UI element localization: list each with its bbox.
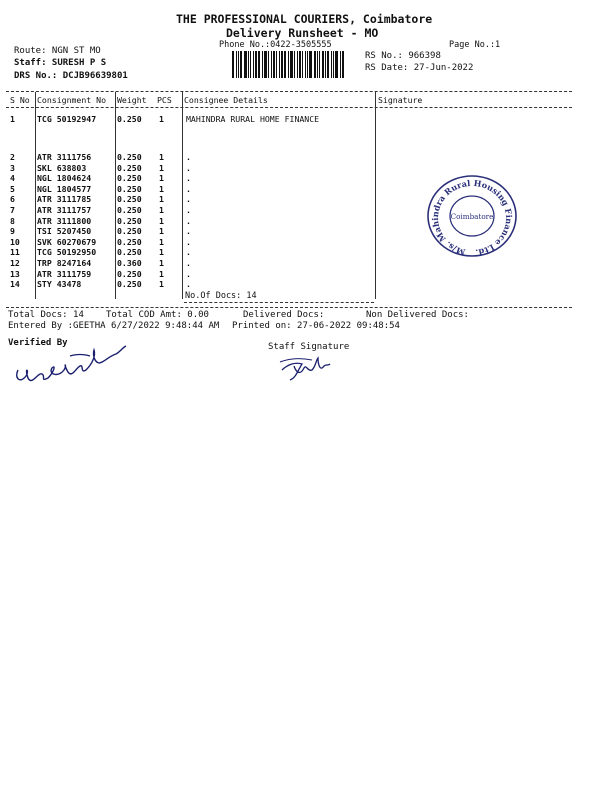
table-row [0, 163, 600, 174]
cell-weight: 0.250 [117, 183, 142, 194]
cell-weight: 0.250 [117, 173, 142, 184]
cell-weight: 0.250 [117, 152, 142, 162]
cell-weight: 0.250 [117, 226, 142, 237]
barcode-bar [331, 51, 332, 78]
staff-signature-label: Staff Signature [268, 342, 350, 352]
cell-consignee: . [186, 194, 191, 205]
cell-consignee: . [186, 226, 191, 237]
header-signature: Signature [378, 95, 423, 105]
page-number: Page No.:1 [449, 40, 501, 50]
cell-sno: 14 [10, 279, 20, 290]
cell-weight: 0.250 [117, 247, 142, 258]
cell-consignee: . [186, 205, 191, 215]
total-cod: Total COD Amt: 0.00 [106, 310, 209, 320]
table-row [0, 114, 600, 125]
barcode-bar [244, 51, 247, 78]
cell-sno: 12 [10, 258, 20, 268]
barcode-bar [232, 51, 234, 78]
barcode-bar [250, 51, 251, 78]
table-row [0, 152, 600, 163]
barcode-bar [248, 51, 249, 78]
cell-weight: 0.250 [117, 215, 142, 226]
barcode-bar [264, 51, 267, 78]
cell-consignment: ATR 3111785 [37, 194, 92, 205]
header-consignee: Consignee Details [184, 95, 268, 105]
rs-date: RS Date: 27-Jun-2022 [365, 63, 474, 73]
barcode-bar [302, 51, 303, 78]
header-bottom-rule [6, 107, 572, 108]
barcode-bar [268, 51, 269, 78]
cell-sno: 4 [10, 173, 15, 184]
cell-weight: 0.250 [117, 162, 142, 173]
docs-rule [184, 302, 374, 303]
cell-sno: 13 [10, 268, 20, 279]
cell-pcs: 1 [159, 279, 164, 290]
cell-consignee: . [186, 183, 191, 194]
rs-number: RS No.: 966398 [365, 51, 441, 61]
cell-weight: 0.250 [117, 205, 142, 215]
table-row [0, 269, 600, 280]
barcode-bar [258, 51, 260, 78]
cell-consignment: TSI 5207450 [37, 226, 92, 237]
barcode-bar [342, 51, 344, 78]
cell-consignment: TCG 50192950 [37, 247, 97, 258]
barcode-bar [271, 51, 272, 78]
table-bottom-rule [6, 307, 572, 308]
barcode-bar [288, 51, 289, 78]
barcode-bar [281, 51, 283, 78]
cell-consignment: ATR 3111757 [37, 205, 92, 215]
cell-pcs: 1 [159, 258, 164, 268]
route-label: Route: NGN ST MO [14, 46, 101, 56]
cell-sno: 10 [10, 236, 20, 247]
table-header [0, 95, 600, 106]
barcode-bar [307, 51, 308, 78]
cell-pcs: 1 [159, 247, 164, 258]
barcode-bar [294, 51, 295, 78]
cell-consignee: . [186, 215, 191, 226]
verified-by-label: Verified By [8, 338, 68, 348]
cell-sno: 3 [10, 162, 15, 173]
barcode-bar [340, 51, 341, 78]
barcode-bar [319, 51, 320, 78]
barcode-bar [276, 51, 277, 78]
cell-consignee: . [186, 247, 191, 258]
company-name: THE PROFESSIONAL COURIERS, Coimbatore [176, 12, 433, 26]
verifier-signature [10, 342, 132, 388]
cell-weight: 0.250 [117, 236, 142, 247]
cell-pcs: 1 [159, 205, 164, 215]
header-consignment: Consignment No [37, 95, 107, 105]
cell-sno: 8 [10, 215, 15, 226]
cell-sno: 9 [10, 226, 15, 237]
barcode-bar [236, 51, 237, 78]
cell-consignee: . [186, 152, 191, 162]
barcode-bar [314, 51, 316, 78]
staff-signature [278, 352, 334, 384]
cell-pcs: 1 [159, 215, 164, 226]
cell-pcs: 1 [159, 268, 164, 279]
cell-pcs: 1 [159, 226, 164, 237]
cell-pcs: 1 [159, 152, 164, 162]
cell-consignment: NGL 1804624 [37, 173, 92, 184]
cell-consignment: STY 43478 [37, 279, 82, 290]
cell-sno: 2 [10, 152, 15, 162]
barcode-bar [297, 51, 298, 78]
cell-sno: 1 [10, 114, 15, 124]
barcode-bar [279, 51, 280, 78]
drs-number: DRS No.: DCJB96639801 [14, 71, 128, 81]
cell-consignment: SVK 60270679 [37, 236, 97, 247]
cell-pcs: 1 [159, 194, 164, 205]
cell-consignment: SKL 638803 [37, 162, 87, 173]
cell-sno: 5 [10, 183, 15, 194]
no-of-docs: No.Of Docs: 14 [185, 291, 257, 301]
entered-by: Entered By :GEETHA 6/27/2022 9:48:44 AM [8, 321, 220, 331]
document-title: Delivery Runsheet - MO [226, 26, 379, 40]
cell-weight: 0.360 [117, 258, 142, 268]
cell-pcs: 1 [159, 173, 164, 184]
cell-consignment: ATR 3111800 [37, 215, 92, 226]
cell-sno: 11 [10, 247, 20, 258]
barcode-bar [327, 51, 329, 78]
barcode [232, 51, 346, 78]
cell-consignee: . [186, 173, 191, 184]
cell-sno: 7 [10, 205, 15, 215]
table-row [0, 258, 600, 269]
delivered-docs: Delivered Docs: [243, 310, 325, 320]
barcode-bar [262, 51, 263, 78]
barcode-bar [322, 51, 324, 78]
table-top-rule [6, 91, 572, 92]
phone-number: Phone No.:0422-3505555 [219, 40, 332, 50]
cell-weight: 0.250 [117, 279, 142, 290]
cell-consignment: ATR 3111759 [37, 268, 92, 279]
cell-pcs: 1 [159, 236, 164, 247]
total-docs: Total Docs: 14 [8, 310, 84, 320]
svg-text:Coimbatore: Coimbatore [450, 212, 494, 221]
cell-consignee: MAHINDRA RURAL HOME FINANCE [186, 114, 320, 124]
cell-consignee: . [186, 258, 191, 268]
staff-label: Staff: SURESH P S [14, 58, 107, 68]
company-stamp [426, 174, 518, 258]
barcode-bar [317, 51, 318, 78]
barcode-bar [255, 51, 257, 78]
non-delivered-docs: Non Delivered Docs: [366, 310, 469, 320]
printed-on: Printed on: 27-06-2022 09:48:54 [232, 321, 400, 331]
cell-consignee: . [186, 236, 191, 247]
cell-consignee: . [186, 279, 191, 290]
barcode-bar [299, 51, 301, 78]
cell-pcs: 1 [159, 183, 164, 194]
cell-consignment: TCG 50192947 [37, 114, 97, 124]
cell-consignee: . [186, 162, 191, 173]
barcode-bar [325, 51, 326, 78]
barcode-bar [335, 51, 338, 78]
barcode-bar [305, 51, 306, 78]
cell-pcs: 1 [159, 162, 164, 173]
header-sno: S No [10, 95, 30, 105]
cell-consignment: ATR 3111756 [37, 152, 92, 162]
cell-pcs: 1 [159, 114, 164, 124]
header-weight: Weight [117, 95, 147, 105]
svg-text:M/s. Mahindra Rural Housing Fi: M/s. Mahindra Rural Housing Finance Ltd. [429, 177, 515, 258]
cell-consignee: . [186, 268, 191, 279]
header-pcs: PCS [157, 95, 172, 105]
barcode-bar [333, 51, 334, 78]
cell-sno: 6 [10, 194, 15, 205]
barcode-bar [284, 51, 286, 78]
barcode-bar [253, 51, 254, 78]
cell-weight: 0.250 [117, 114, 142, 124]
barcode-bar [273, 51, 275, 78]
cell-consignment: NGL 1804577 [37, 183, 92, 194]
cell-consignment: TRP 8247164 [37, 258, 92, 268]
cell-weight: 0.250 [117, 268, 142, 279]
cell-weight: 0.250 [117, 194, 142, 205]
barcode-bar [240, 51, 242, 78]
barcode-bar [309, 51, 312, 78]
barcode-bar [238, 51, 239, 78]
barcode-bar [290, 51, 293, 78]
table-row [0, 279, 600, 290]
